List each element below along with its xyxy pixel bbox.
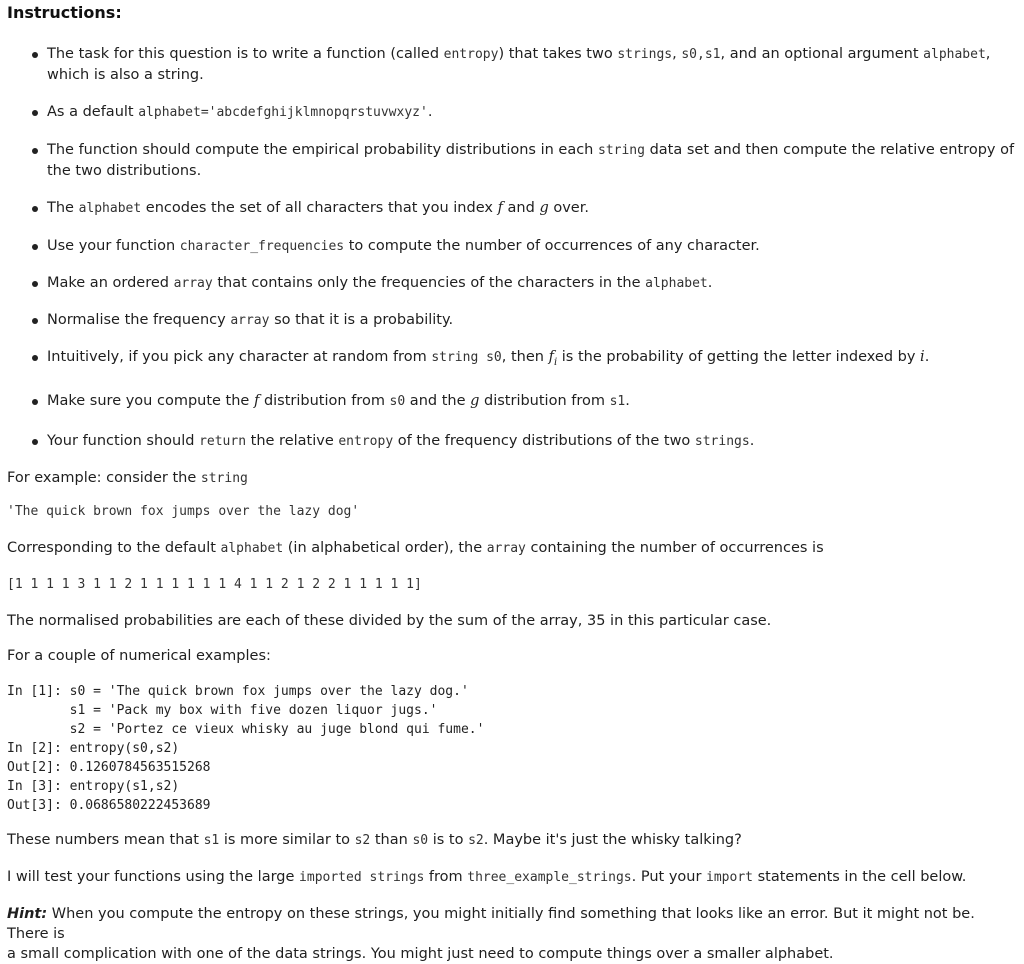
list-item: The alphabet encodes the set of all characters that you index f and g over. — [7, 198, 1019, 219]
example-string: 'The quick brown fox jumps over the lazy dog' — [7, 503, 360, 519]
testing-note: I will test your functions using the large imported strings from three_example_strings. Put your import statements in the cell below. — [7, 868, 967, 885]
hint-paragraph: Hint: When you compute the entropy on these strings, you might initially find something that looks like an error. But it might not be. There is a small complication with one of the data strings. You might just need to compute things over a smaller alphabet. — [7, 905, 975, 962]
bullet-icon — [32, 355, 38, 361]
bullet-icon — [32, 318, 38, 324]
example-intro: For example: consider the string — [7, 469, 248, 486]
instructions-heading: Instructions: — [7, 3, 122, 22]
bullet-icon — [32, 244, 38, 250]
code-line: In [2]: entropy(s0,s2) — [7, 740, 180, 756]
code-line: Out[2]: 0.1260784563515268 — [7, 759, 211, 775]
bullet-icon — [32, 52, 38, 58]
bullet-icon — [32, 206, 38, 212]
instructions-list — [7, 44, 1019, 452]
list-item: Make an ordered array that contains only the frequencies of the characters in the alphabet. — [7, 273, 1019, 294]
normalisation-note: The normalised probabilities are each of these divided by the sum of the array, 35 in this particular case. — [7, 612, 772, 629]
code-line: In [1]: s0 = 'The quick brown fox jumps over the lazy dog.' — [7, 683, 469, 699]
list-item: Make sure you compute the f distribution from s0 and the g distribution from s1. — [7, 391, 1019, 412]
bullet-icon — [32, 281, 38, 287]
code-line: Out[3]: 0.0686580222453689 — [7, 797, 211, 813]
bullet-icon — [32, 148, 38, 154]
counts-array: [1 1 1 1 3 1 1 2 1 1 1 1 1 1 4 1 1 2 1 2 2 1 1 1 1 1] — [7, 576, 422, 592]
list-item: Normalise the frequency array so that it is a probability. — [7, 310, 1019, 331]
code-line: s2 = 'Portez ce vieux whisky au juge blond qui fume.' — [7, 721, 485, 737]
list-item: The task for this question is to write a function (called entropy) that takes two strings, s0,s1, and an optional argument alphabet, which is also a string. — [7, 44, 1019, 85]
code-line: In [3]: entropy(s1,s2) — [7, 778, 180, 794]
list-item: The function should compute the empirical probability distributions in each string data set and then compute the relative entropy of the two distributions. — [7, 140, 1019, 181]
bullet-icon — [32, 399, 38, 405]
numerical-examples-intro: For a couple of numerical examples: — [7, 647, 271, 664]
bullet-icon — [32, 110, 38, 116]
list-item: Your function should return the relative entropy of the frequency distributions of the two strings. — [7, 431, 1019, 452]
list-item: As a default alphabet='abcdefghijklmnopqrstuvwxyz'. — [7, 102, 1019, 123]
hint-label: Hint: — [7, 905, 48, 922]
array-description: Corresponding to the default alphabet (in alphabetical order), the array containing the number of occurrences is — [7, 539, 824, 556]
list-item: Use your function character_frequencies to compute the number of occurrences of any character. — [7, 236, 1019, 257]
list-item: Intuitively, if you pick any character at random from string s0, then $f_i$ is the probability of getting the letter indexed by i. — [7, 347, 1019, 373]
code-example-block — [7, 682, 1019, 815]
bullet-icon — [32, 439, 38, 445]
code-line: s1 = 'Pack my box with five dozen liquor jugs.' — [7, 702, 438, 718]
similarity-note: These numbers mean that s1 is more similar to s2 than s0 is to s2. Maybe it's just the whisky talking? — [7, 831, 742, 848]
